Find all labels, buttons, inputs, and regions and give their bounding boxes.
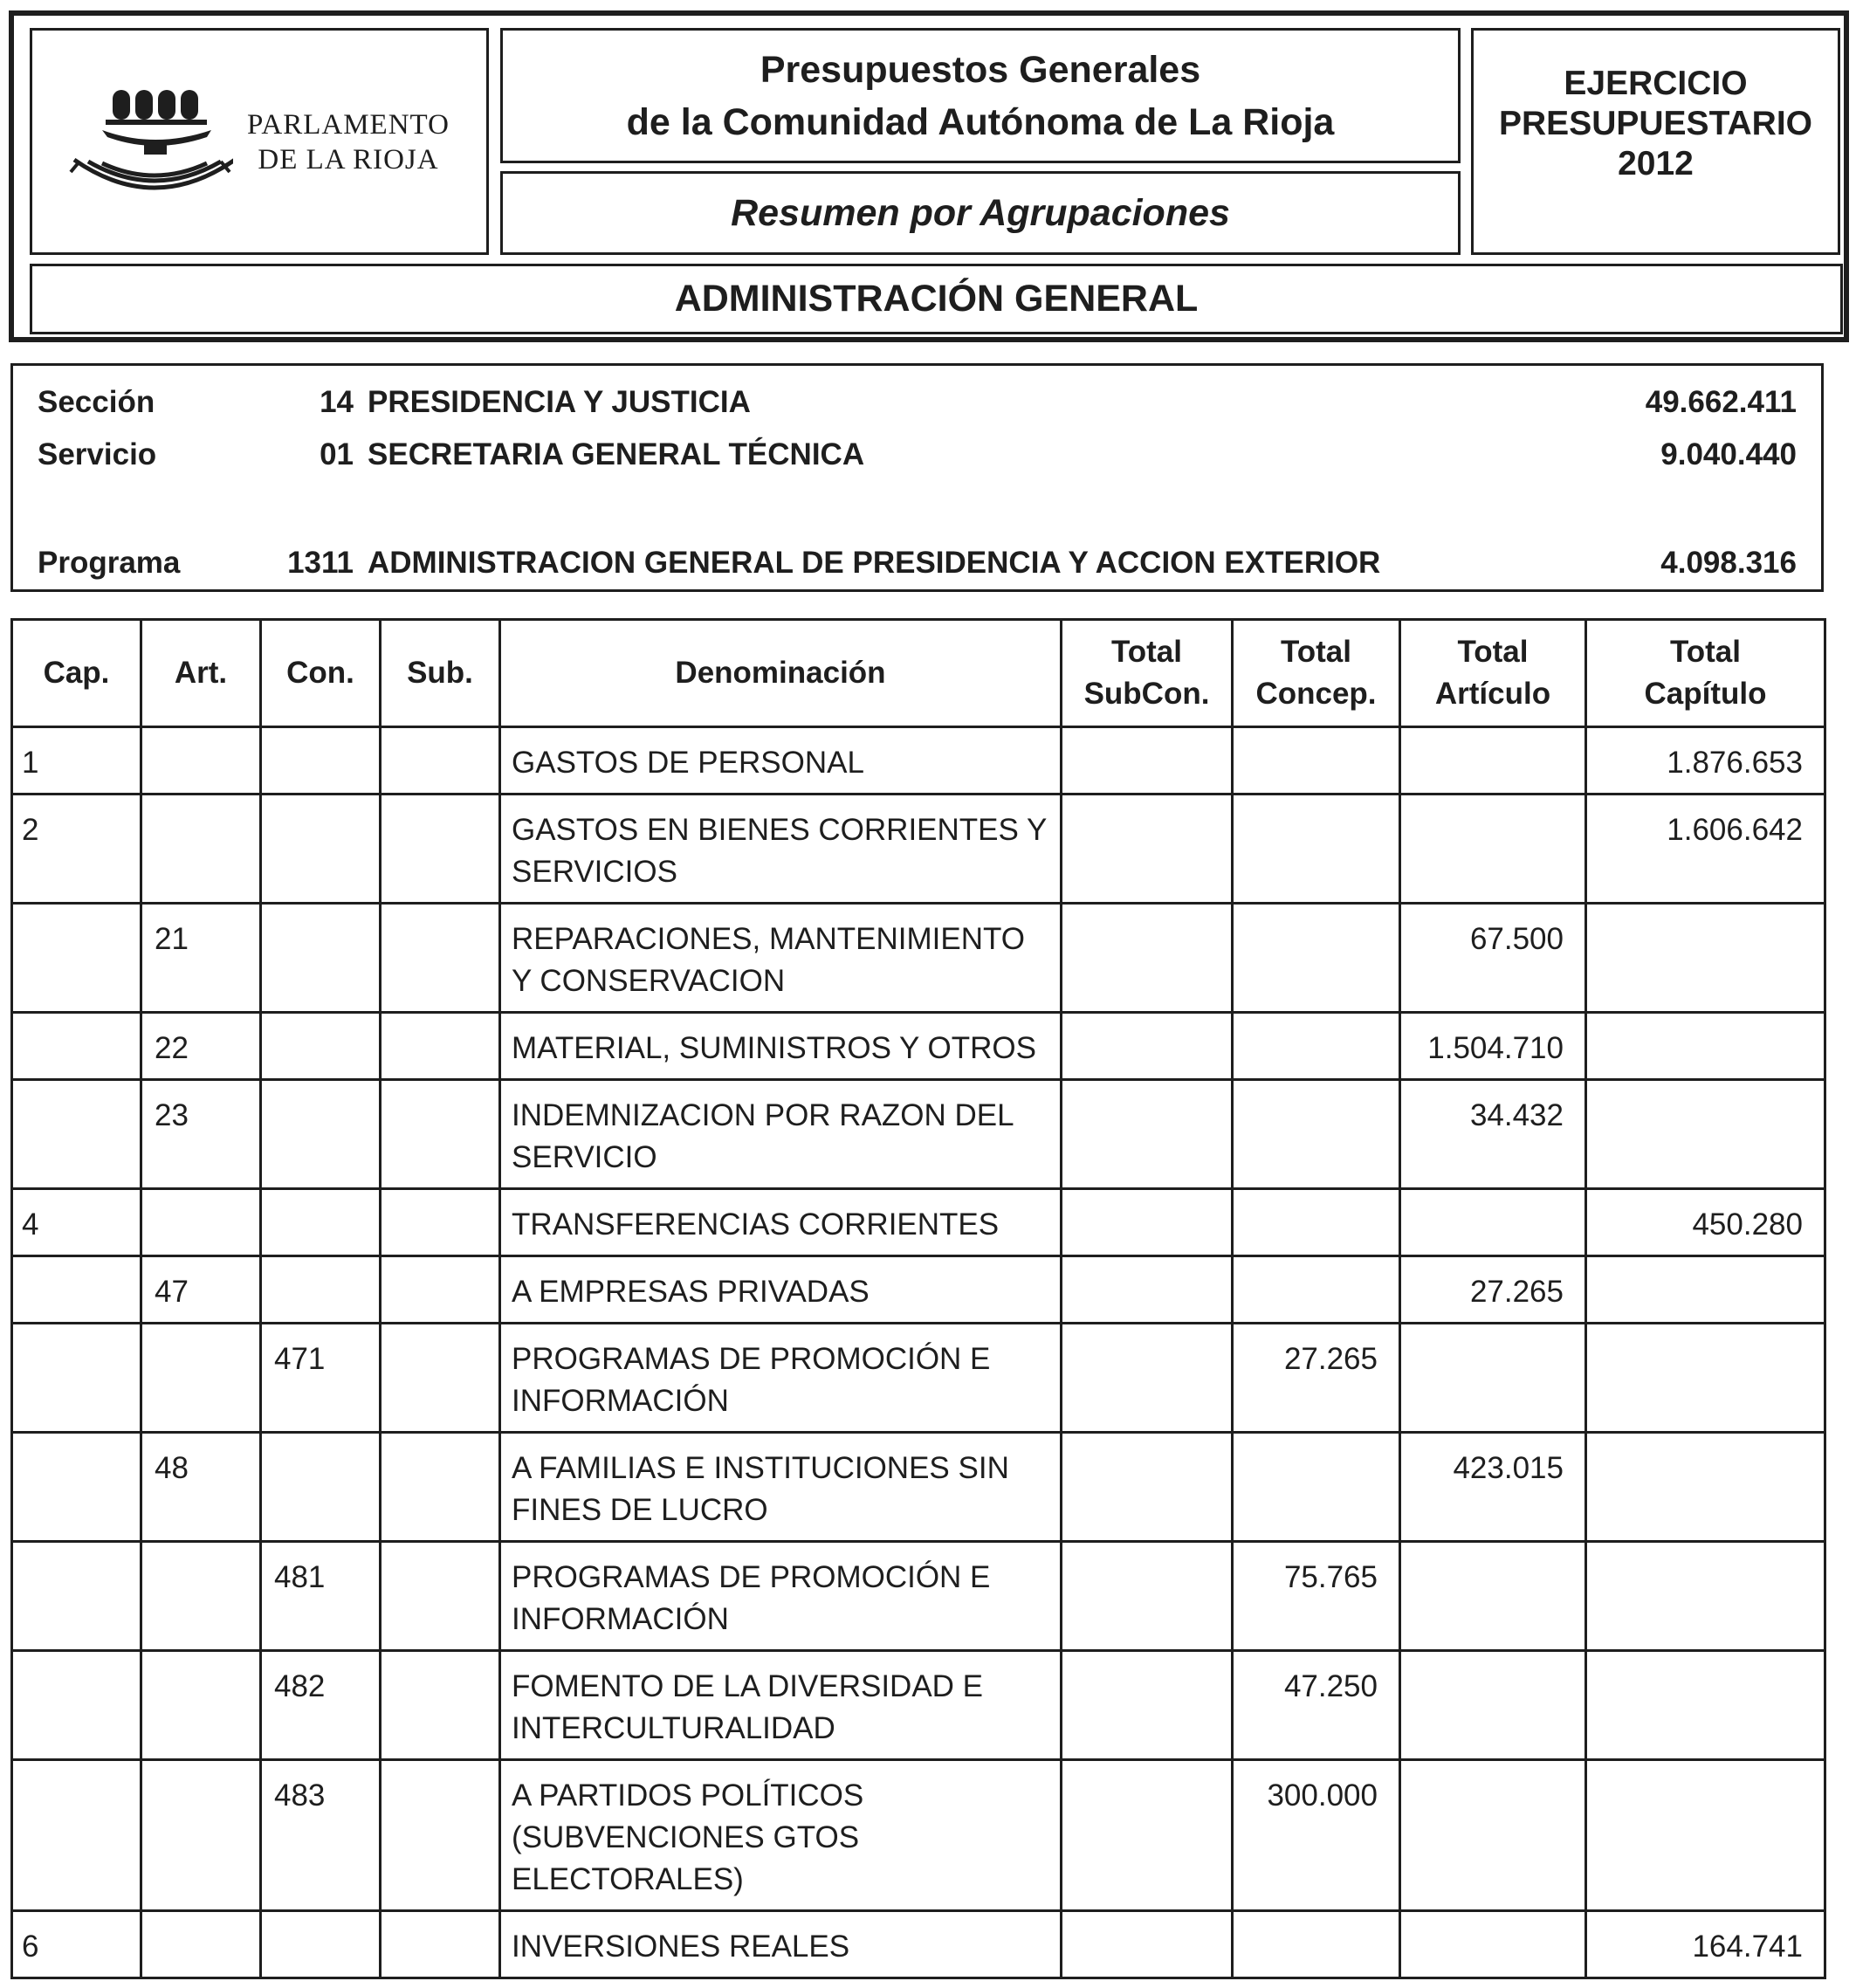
cell-total-subcon: [1062, 1433, 1233, 1542]
cell-con: [261, 1080, 381, 1189]
header-subcon-line2: SubCon.: [1083, 677, 1210, 711]
cell-total-subcon: [1062, 1013, 1233, 1080]
servicio-code: 01: [320, 437, 354, 471]
cell-art: 48: [141, 1433, 261, 1542]
col-header-con: Con.: [261, 620, 381, 727]
cell-total-concep: [1233, 1433, 1400, 1542]
cell-cap: [12, 1013, 141, 1080]
cell-total-capitulo: [1586, 1542, 1825, 1651]
cell-art: [141, 1911, 261, 1978]
cell-art: [141, 1760, 261, 1911]
cell-sub: [381, 1760, 500, 1911]
cell-art: 47: [141, 1256, 261, 1324]
cell-total-articulo: [1400, 1189, 1586, 1256]
header-concep-line1: Total: [1280, 635, 1351, 669]
cell-cap: 6: [12, 1911, 141, 1978]
table-row: [12, 1189, 1825, 1256]
cell-con: [261, 904, 381, 1013]
section-summary: [10, 363, 1824, 592]
table-row: [12, 1542, 1825, 1651]
col-header-total-subcon: [1062, 620, 1233, 727]
logo-text: [235, 107, 462, 177]
cell-denominacion: A PARTIDOS POLÍTICOS (SUBVENCIONES GTOS ELECTORALES): [500, 1760, 1062, 1911]
table-row: [12, 1433, 1825, 1542]
cell-cap: [12, 1080, 141, 1189]
cell-sub: [381, 1080, 500, 1189]
programa-desc: ADMINISTRACION GENERAL DE PRESIDENCIA Y ACCION EXTERIOR: [368, 546, 1381, 580]
logo-line-1: PARLAMENTO: [247, 109, 450, 141]
cell-total-capitulo: [1586, 1651, 1825, 1760]
cell-total-subcon: [1062, 727, 1233, 795]
table-row: [12, 904, 1825, 1013]
programa-row: [13, 544, 1821, 582]
cell-con: [261, 1013, 381, 1080]
cell-total-concep: [1233, 1080, 1400, 1189]
title-line-1: Presupuestos Generales: [760, 48, 1201, 91]
cell-sub: [381, 904, 500, 1013]
cell-total-articulo: [1400, 1760, 1586, 1911]
cell-total-concep: 27.265: [1233, 1324, 1400, 1433]
cell-total-subcon: [1062, 1911, 1233, 1978]
col-header-total-concep: [1233, 620, 1400, 727]
title-line-2: de la Comunidad Autónoma de La Rioja: [626, 100, 1335, 143]
cell-denominacion: A EMPRESAS PRIVADAS: [500, 1256, 1062, 1324]
cell-total-concep: [1233, 904, 1400, 1013]
cell-cap: [12, 1651, 141, 1760]
cell-total-articulo: [1400, 1911, 1586, 1978]
cell-art: [141, 1324, 261, 1433]
cell-total-subcon: [1062, 795, 1233, 904]
cell-total-capitulo: [1586, 1324, 1825, 1433]
cell-total-capitulo: 164.741: [1586, 1911, 1825, 1978]
cell-total-articulo: [1400, 1651, 1586, 1760]
table-row: [12, 1760, 1825, 1911]
cell-total-articulo: 1.504.710: [1400, 1013, 1586, 1080]
cell-sub: [381, 795, 500, 904]
cell-total-capitulo: [1586, 1760, 1825, 1911]
servicio-desc: SECRETARIA GENERAL TÉCNICA: [368, 437, 865, 471]
cell-denominacion: TRANSFERENCIAS CORRIENTES: [500, 1189, 1062, 1256]
col-header-total-capitulo: [1586, 620, 1825, 727]
cell-denominacion: INDEMNIZACION POR RAZON DEL SERVICIO: [500, 1080, 1062, 1189]
cell-total-subcon: [1062, 1080, 1233, 1189]
cell-total-articulo: [1400, 1324, 1586, 1433]
cell-art: 22: [141, 1013, 261, 1080]
cell-total-concep: 47.250: [1233, 1651, 1400, 1760]
servicio-amount: 9.040.440: [1660, 437, 1797, 471]
programa-label: Programa: [38, 546, 181, 580]
cell-total-capitulo: [1586, 1080, 1825, 1189]
cell-total-capitulo: [1586, 1256, 1825, 1324]
cell-con: [261, 1189, 381, 1256]
cell-denominacion: REPARACIONES, MANTENIMIENTO Y CONSERVACION: [500, 904, 1062, 1013]
table-row: [12, 1256, 1825, 1324]
cell-sub: [381, 1256, 500, 1324]
cell-total-subcon: [1062, 1189, 1233, 1256]
cell-denominacion: INVERSIONES REALES: [500, 1911, 1062, 1978]
cell-total-concep: [1233, 727, 1400, 795]
cell-denominacion: A FAMILIAS E INSTITUCIONES SIN FINES DE LUCRO: [500, 1433, 1062, 1542]
seccion-label: Sección: [38, 385, 155, 419]
seccion-amount: 49.662.411: [1645, 385, 1797, 419]
cell-sub: [381, 1911, 500, 1978]
cell-total-articulo: [1400, 727, 1586, 795]
programa-amount: 4.098.316: [1660, 546, 1797, 580]
cell-total-concep: [1233, 1189, 1400, 1256]
table-row: [12, 727, 1825, 795]
cell-total-articulo: 27.265: [1400, 1256, 1586, 1324]
cell-cap: [12, 1324, 141, 1433]
cell-art: 21: [141, 904, 261, 1013]
cell-con: 481: [261, 1542, 381, 1651]
cell-denominacion: GASTOS EN BIENES CORRIENTES Y SERVICIOS: [500, 795, 1062, 904]
ejercicio-line-1: EJERCICIO: [1564, 65, 1748, 102]
cell-total-subcon: [1062, 1651, 1233, 1760]
cell-total-subcon: [1062, 1760, 1233, 1911]
cell-sub: [381, 1324, 500, 1433]
cell-con: [261, 1433, 381, 1542]
table-row: [12, 1324, 1825, 1433]
ejercicio-line-2: PRESUPUESTARIO: [1499, 105, 1812, 142]
cell-sub: [381, 1013, 500, 1080]
cell-total-concep: [1233, 795, 1400, 904]
document-subtitle: Resumen por Agrupaciones: [500, 171, 1461, 255]
col-header-cap: Cap.: [12, 620, 141, 727]
document-header: [9, 10, 1849, 342]
servicio-row: [13, 436, 1821, 474]
cell-total-articulo: [1400, 1542, 1586, 1651]
cell-cap: 2: [12, 795, 141, 904]
cell-art: [141, 795, 261, 904]
cell-cap: [12, 1256, 141, 1324]
cell-denominacion: PROGRAMAS DE PROMOCIÓN E INFORMACIÓN: [500, 1324, 1062, 1433]
cell-total-subcon: [1062, 1542, 1233, 1651]
cell-con: 483: [261, 1760, 381, 1911]
cell-con: [261, 727, 381, 795]
header-capitulo-line2: Capítulo: [1644, 677, 1767, 711]
col-header-total-articulo: [1400, 620, 1586, 727]
cell-sub: [381, 1542, 500, 1651]
header-articulo-line1: Total: [1457, 635, 1529, 669]
table-row: [12, 1013, 1825, 1080]
administration-banner: ADMINISTRACIÓN GENERAL: [30, 264, 1843, 334]
cell-sub: [381, 727, 500, 795]
table-header-row: [12, 620, 1825, 727]
cell-cap: [12, 1542, 141, 1651]
cell-total-concep: [1233, 1256, 1400, 1324]
cell-total-subcon: [1062, 1256, 1233, 1324]
header-concep-line2: Concep.: [1255, 677, 1377, 711]
fiscal-year-panel: [1471, 28, 1840, 255]
cell-art: 23: [141, 1080, 261, 1189]
cell-total-capitulo: 1.606.642: [1586, 795, 1825, 904]
col-header-art: Art.: [141, 620, 261, 727]
cell-denominacion: PROGRAMAS DE PROMOCIÓN E INFORMACIÓN: [500, 1542, 1062, 1651]
cell-total-capitulo: 450.280: [1586, 1189, 1825, 1256]
cell-con: [261, 1911, 381, 1978]
cell-cap: [12, 1433, 141, 1542]
logo-panel: [30, 28, 489, 255]
cell-sub: [381, 1189, 500, 1256]
cell-con: [261, 1256, 381, 1324]
programa-code: 1311: [287, 546, 354, 580]
cell-cap: 1: [12, 727, 141, 795]
cell-sub: [381, 1651, 500, 1760]
cell-total-articulo: 67.500: [1400, 904, 1586, 1013]
header-subcon-line1: Total: [1110, 635, 1182, 669]
cell-con: 471: [261, 1324, 381, 1433]
cell-total-articulo: 34.432: [1400, 1080, 1586, 1189]
fiscal-year: 2012: [1618, 145, 1694, 182]
cell-art: [141, 1542, 261, 1651]
cell-denominacion: FOMENTO DE LA DIVERSIDAD E INTERCULTURALIDAD: [500, 1651, 1062, 1760]
table-row: [12, 1080, 1825, 1189]
cell-con: 482: [261, 1651, 381, 1760]
table-row: [12, 795, 1825, 904]
header-articulo-line2: Artículo: [1434, 677, 1551, 711]
seccion-desc: PRESIDENCIA Y JUSTICIA: [368, 385, 751, 419]
seccion-code: 14: [320, 385, 354, 419]
document-title: [500, 28, 1461, 163]
cell-denominacion: MATERIAL, SUMINISTROS Y OTROS: [500, 1013, 1062, 1080]
col-header-sub: Sub.: [381, 620, 500, 727]
table-row: [12, 1651, 1825, 1760]
table-row: [12, 1911, 1825, 1978]
parliament-logo-icon: [67, 85, 233, 216]
seccion-row: [13, 383, 1821, 422]
cell-total-capitulo: [1586, 904, 1825, 1013]
cell-total-subcon: [1062, 904, 1233, 1013]
cell-sub: [381, 1433, 500, 1542]
cell-total-concep: [1233, 1911, 1400, 1978]
cell-total-capitulo: 1.876.653: [1586, 727, 1825, 795]
servicio-label: Servicio: [38, 437, 157, 471]
cell-denominacion: GASTOS DE PERSONAL: [500, 727, 1062, 795]
cell-total-concep: 75.765: [1233, 1542, 1400, 1651]
cell-art: [141, 1189, 261, 1256]
cell-total-capitulo: [1586, 1433, 1825, 1542]
cell-total-articulo: [1400, 795, 1586, 904]
cell-art: [141, 727, 261, 795]
cell-art: [141, 1651, 261, 1760]
col-header-denominacion: Denominación: [500, 620, 1062, 727]
budget-table: [10, 618, 1826, 1979]
cell-cap: 4: [12, 1189, 141, 1256]
cell-total-subcon: [1062, 1324, 1233, 1433]
cell-total-concep: [1233, 1013, 1400, 1080]
header-capitulo-line1: Total: [1669, 635, 1741, 669]
logo-line-2: DE LA RIOJA: [258, 144, 439, 175]
cell-total-capitulo: [1586, 1013, 1825, 1080]
cell-con: [261, 795, 381, 904]
cell-total-articulo: 423.015: [1400, 1433, 1586, 1542]
cell-total-concep: 300.000: [1233, 1760, 1400, 1911]
cell-cap: [12, 1760, 141, 1911]
cell-cap: [12, 904, 141, 1013]
